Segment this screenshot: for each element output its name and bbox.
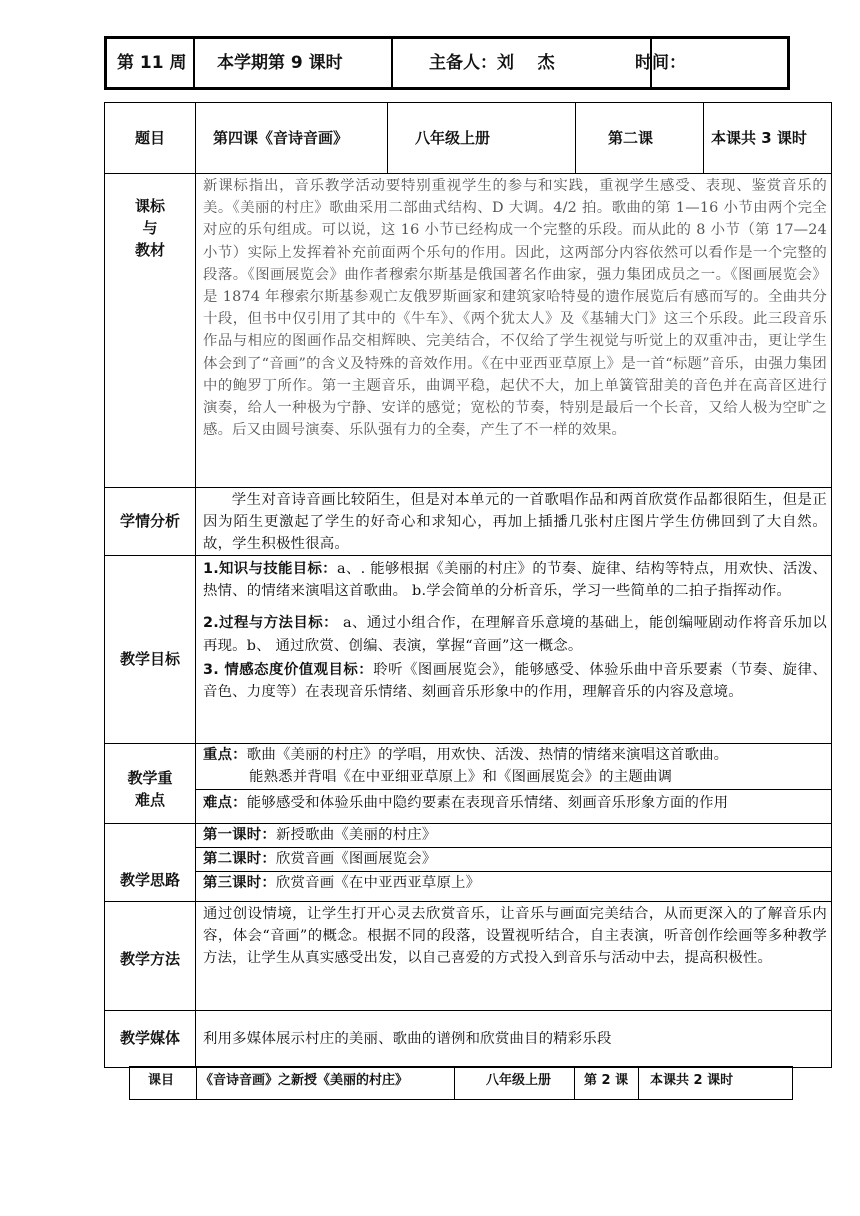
curriculum-label-line: 课标 xyxy=(134,197,165,215)
row-divider xyxy=(105,487,831,488)
objective-2-text: a、通过小组合作，在理解音乐意境的基础上，能创编哑剧动作将音乐加以再现。b、 通过欣赏、创编、表演，掌握“音画”这一概念。 xyxy=(203,615,827,654)
divider xyxy=(650,39,652,87)
plan-item-text: 欣赏音画《在中亚西亚草原上》 xyxy=(275,875,481,891)
keypoints-label-line: 教学重 xyxy=(127,769,173,787)
cell-divider xyxy=(454,1067,455,1099)
cell-divider xyxy=(387,103,388,173)
media-label: 教学媒体 xyxy=(119,1029,180,1047)
title-label: 题目 xyxy=(134,129,165,147)
row-divider xyxy=(105,555,831,556)
objective-2-head: 2.过程与方法目标： xyxy=(203,615,338,632)
divider xyxy=(193,39,195,87)
objective-1-text: a、. 能够根据《美丽的村庄》的节奏、旋律、结构等特点，用欢快、活泼、热情、的情绪来演唱这首歌曲。 b.学会简单的分析音乐，学习一些简单的二拍子指挥动作。 xyxy=(203,561,828,600)
preparer: 主备人：刘 杰 xyxy=(429,53,555,73)
session: 第二课 xyxy=(608,129,654,147)
lesson-plan-table xyxy=(104,102,832,1068)
difficulty-head: 难点： xyxy=(203,795,247,811)
plan-label: 教学思路 xyxy=(119,871,180,889)
header-table xyxy=(104,36,790,90)
keypoint-head: 重点： xyxy=(203,747,247,763)
objectives-label: 教学目标 xyxy=(119,650,180,668)
cell-divider xyxy=(703,103,704,173)
curriculum-label xyxy=(105,195,195,261)
next-lesson-row xyxy=(129,1066,793,1100)
grade: 八年级上册 xyxy=(415,129,491,147)
row-divider xyxy=(195,789,831,790)
media-text: 利用多媒体展示村庄的美丽、歌曲的谱例和欣赏曲目的精彩乐段 xyxy=(203,1031,612,1047)
learners-label: 学情分析 xyxy=(119,512,180,530)
footer-grade: 八年级上册 xyxy=(486,1073,552,1088)
plan-item-head: 第二课时： xyxy=(203,851,276,867)
plan-item xyxy=(203,824,827,846)
objective-3-head: 3. 情感态度价值观目标： xyxy=(203,661,374,678)
total-sessions: 本课共 3 课时 xyxy=(711,129,807,147)
footer-session: 第 2 课 xyxy=(584,1073,629,1088)
cell-divider xyxy=(574,1067,575,1099)
plan-item-head: 第一课时： xyxy=(203,827,276,843)
keypoint-text xyxy=(203,744,827,788)
row-divider xyxy=(105,173,831,174)
difficulty-body: 能够感受和体验乐曲中隐约要素在表现音乐情绪、刻画音乐形象方面的作用 xyxy=(246,795,729,811)
row-divider xyxy=(105,1010,831,1011)
column-divider xyxy=(195,103,196,1066)
lesson-title: 第四课《音诗音画》 xyxy=(213,129,349,147)
divider xyxy=(391,39,393,87)
row-divider xyxy=(105,901,831,902)
week-label: 第 11 周 xyxy=(117,53,187,73)
lesson-number: 本学期第 9 课时 xyxy=(217,53,343,73)
curriculum-text: 新课标指出，音乐教学活动要特别重视学生的参与和实践，重视学生感受、表现、鉴赏音乐的美。《美丽的村庄》歌曲采用二部曲式结构、D 大调。4/2 拍。歌曲的第 1—16 小节由两个完全对应的乐句组成。可以说，这 16 小节已经构成一个完整的乐段。而从此的 8 小节（第 17—24 小节）实际上发挥着补充前面两个乐句的作用。因此，这两部分内容依然可以看作是一个完整的段落。《图画展览会》曲作者穆索尔斯基是俄国著名作曲家，强力集团成员之一。《图画展览会》是 1874 年穆索尔斯基参观亡友俄罗斯画家和建筑家哈特曼的遗作展览后有感而写的。全曲共分十段，但书中仅引用了其中的《牛车》、《两个犹太人》及《基辅大门》这三个乐段。此三段音乐作品与相应的图画作品交相辉映、完美结合，不仅给了学生视觉与听觉上的双重冲击，更让学生体会到了“音画”的含义及特殊的音效作用。《在中亚西亚草原上》是一首“标题”音乐，由强力集团中的鲍罗丁所作。第一主题音乐，曲调平稳，起伏不大，加上单簧管甜美的音色并在高音区进行演奏，给人一种极为宁静、安详的感觉；宽松的节奏，特别是最后一个长音，又给人极为空旷之感。后又由圆号演奏、乐队强有力的全奏，产生了不一样的效果。 xyxy=(203,178,827,439)
plan-item xyxy=(203,872,827,894)
difficulty-text xyxy=(203,792,827,814)
time-label: 时间： xyxy=(635,53,686,73)
cell-divider xyxy=(196,1067,197,1099)
footer-lesson: 《音诗音画》之新授《美丽的村庄》 xyxy=(200,1073,409,1088)
objective-1-head: 1.知识与技能目标： xyxy=(203,561,337,577)
objective-3-text: 聆听《图画展览会》，能够感受、体验乐曲中音乐要素（节奏、旋律、音色、力度等）在表现音乐情绪、刻画音乐形象中的作用，理解音乐的内容及意境。 xyxy=(203,661,827,701)
keypoint-body: 歌曲《美丽的村庄》的学唱，用欢快、活泼、热情的情绪来演唱这首歌曲。 xyxy=(246,747,729,763)
plan-item xyxy=(203,848,827,870)
footer-label: 课目 xyxy=(148,1073,175,1088)
keypoints-label xyxy=(105,767,195,811)
cell-divider xyxy=(575,103,576,173)
footer-total: 本课共 2 课时 xyxy=(650,1073,734,1088)
keypoint-body-2: 能熟悉并背唱《在中亚细亚草原上》和《图画展览会》的主题曲调 xyxy=(249,769,673,786)
method-text: 通过创设情境，让学生打开心灵去欣赏音乐，让音乐与画面完美结合，从而更深入的了解音乐内容，体会“音画”的概念。根据不同的段落，设置视听结合，自主表演，听音创作绘画等多种教学方法，让学生从真实感受出发，以自己喜爱的方式投入到音乐与活动中去，提高积极性。 xyxy=(203,906,827,967)
plan-item-text: 新授歌曲《美丽的村庄》 xyxy=(275,827,437,843)
method-label: 教学方法 xyxy=(119,950,180,968)
cell-divider xyxy=(638,1067,639,1099)
objectives-text xyxy=(203,558,827,703)
curriculum-label-line: 与 xyxy=(142,219,158,237)
plan-item-text: 欣赏音画《图画展览会》 xyxy=(275,851,437,867)
keypoints-label-line: 难点 xyxy=(134,791,165,809)
learners-text: 学生对音诗音画比较陌生，但是对本单元的一首歌唱作品和两首欣赏作品都很陌生，但是正因为陌生更激起了学生的好奇心和求知心，再加上插播几张村庄图片学生仿佛回到了大自然。故，学生积极性很高。 xyxy=(203,492,827,553)
curriculum-label-line: 教材 xyxy=(134,241,165,259)
plan-item-head: 第三课时： xyxy=(203,875,276,891)
